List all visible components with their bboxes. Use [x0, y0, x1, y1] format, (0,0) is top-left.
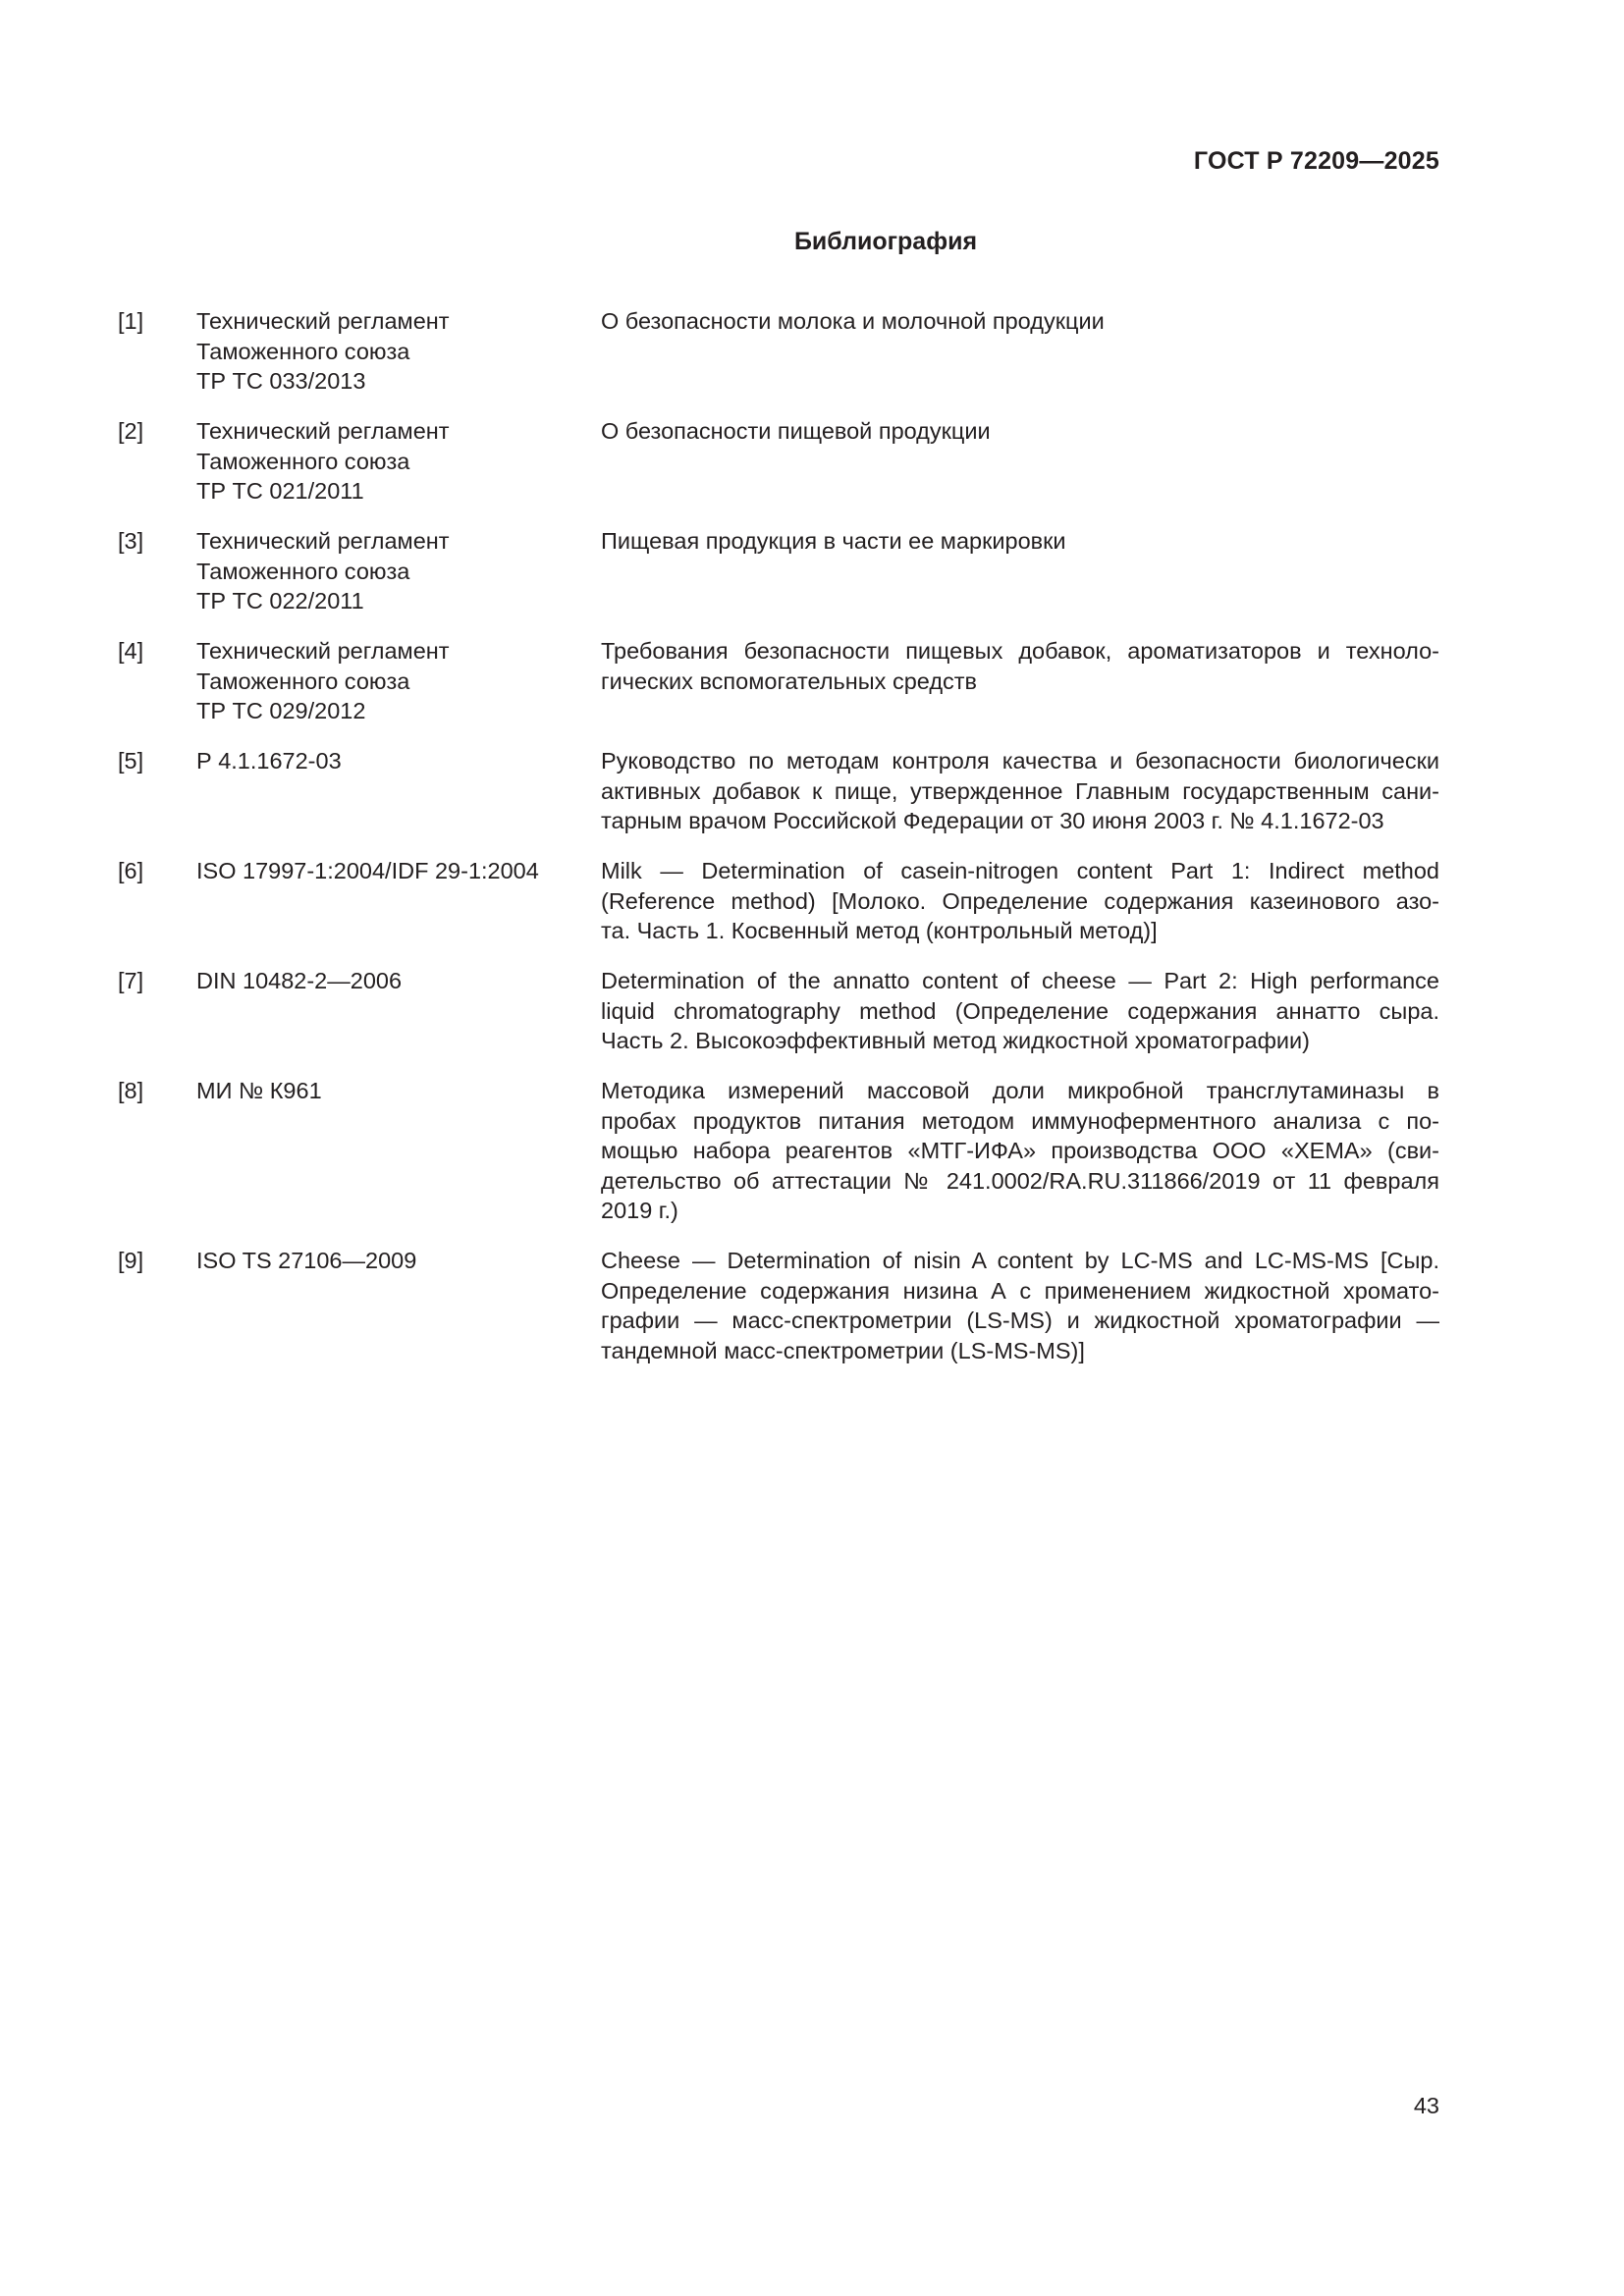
entry-reference: [196, 966, 601, 1056]
bibliography-entry: [118, 966, 1439, 1056]
standard-code: ГОСТ Р 72209—2025: [1193, 147, 1439, 175]
entry-number: [5]: [118, 748, 144, 774]
reference-line: ТР ТС 033/2013: [196, 368, 366, 394]
description-line: детельство об аттестации № 241.0002/RA.RU.311866/2019 от 11 февраля: [601, 1167, 1439, 1194]
description-line: Determination of the annatto content of cheese — Part 2: High performance: [601, 968, 1439, 993]
page-title: Библиография: [793, 228, 978, 255]
description-line: Определение содержания низина А с применением жидкостной хромато-: [601, 1277, 1439, 1304]
description-line: Cheese — Determination of nisin A content by LC-MS and LC-MS-MS [Сыр.: [601, 1248, 1439, 1273]
reference-line: ISO TS 27106—2009: [196, 1248, 417, 1273]
reference-line: ISO 17997-1:2004/IDF 29-1:2004: [196, 858, 539, 883]
description-line: Milk — Determination of casein-nitrogen content Part 1: Indirect method: [601, 858, 1439, 883]
entry-description: [601, 636, 1439, 726]
description-line: графии — масс-спектрометрии (LS-MS) и жидкостной хроматографии —: [601, 1308, 1439, 1333]
reference-line: ТР ТС 022/2011: [196, 588, 364, 614]
page-number: 43: [1413, 2093, 1439, 2118]
description-line: 2019 г.): [601, 1198, 678, 1223]
reference-line: Таможенного союза: [196, 338, 410, 364]
entry-reference: [196, 306, 601, 397]
description-line: гических вспомогательных средств: [601, 667, 978, 694]
description-line: Пищевая продукция в части ее маркировки: [601, 528, 1066, 554]
description-line: Часть 2. Высокоэффективный метод жидкостной хроматографии): [601, 1028, 1311, 1053]
entry-description: [601, 966, 1439, 1056]
reference-line: Технический регламент: [196, 638, 450, 664]
reference-line: Технический регламент: [196, 308, 450, 334]
entry-reference: [196, 526, 601, 616]
description-line: Методика измерений массовой доли микробной трансглутаминазы в: [601, 1078, 1439, 1103]
entry-description: [601, 526, 1439, 616]
description-line: liquid chromatography method (Определение содержания аннатто сыра.: [601, 997, 1439, 1024]
reference-line: Р 4.1.1672-03: [196, 748, 342, 774]
entry-number: [3]: [118, 528, 144, 554]
description-line: О безопасности молока и молочной продукции: [601, 308, 1105, 334]
bibliography-entry: [118, 1246, 1439, 1365]
description-line: мощью набора реагентов «МТГ-ИФА» производства ООО «ХЕМА» (сви-: [601, 1138, 1439, 1163]
bibliography-entry: [118, 746, 1439, 836]
entry-number: [1]: [118, 308, 144, 334]
description-line: Требования безопасности пищевых добавок, ароматизаторов и техноло-: [601, 638, 1439, 664]
entry-reference: [196, 856, 601, 946]
entry-reference: [196, 636, 601, 726]
entry-description: [601, 856, 1439, 946]
reference-line: ТР ТС 021/2011: [196, 478, 364, 504]
bibliography-list: [118, 306, 1439, 1386]
bibliography-entry: [118, 636, 1439, 726]
reference-line: Технический регламент: [196, 528, 450, 554]
reference-line: МИ № К961: [196, 1078, 322, 1103]
description-line: тандемной масс-спектрометрии (LS-MS-MS)]: [601, 1337, 1085, 1363]
description-line: Руководство по методам контроля качества и безопасности биологически: [601, 748, 1439, 774]
reference-line: Технический регламент: [196, 418, 450, 444]
bibliography-entry: [118, 306, 1439, 397]
entry-description: [601, 1246, 1439, 1365]
bibliography-entry: [118, 1076, 1439, 1226]
entry-reference: [196, 746, 601, 836]
entry-number: [7]: [118, 968, 144, 993]
entry-reference: [196, 1246, 601, 1365]
entry-number: [4]: [118, 638, 144, 664]
description-line: пробах продуктов питания методом иммуноферментного анализа с по-: [601, 1107, 1439, 1134]
description-line: та. Часть 1. Косвенный метод (контрольный метод)]: [601, 918, 1158, 943]
entry-reference: [196, 1076, 601, 1226]
entry-number: [9]: [118, 1248, 144, 1273]
reference-line: Таможенного союза: [196, 667, 410, 694]
entry-description: [601, 416, 1439, 507]
entry-number: [6]: [118, 858, 144, 883]
entry-number: [8]: [118, 1078, 144, 1103]
description-line: (Reference method) [Молоко. Определение содержания казеинового азо-: [601, 887, 1439, 914]
entry-description: [601, 746, 1439, 836]
description-line: тарным врачом Российской Федерации от 30 июня 2003 г. № 4.1.1672-03: [601, 808, 1384, 833]
bibliography-entry: [118, 416, 1439, 507]
description-line: О безопасности пищевой продукции: [601, 418, 991, 444]
reference-line: Таможенного союза: [196, 448, 410, 474]
bibliography-entry: [118, 526, 1439, 616]
reference-line: ТР ТС 029/2012: [196, 698, 366, 723]
entry-reference: [196, 416, 601, 507]
reference-line: Таможенного союза: [196, 558, 410, 584]
bibliography-entry: [118, 856, 1439, 946]
entry-number: [2]: [118, 418, 144, 444]
entry-description: [601, 1076, 1439, 1226]
reference-line: DIN 10482-2—2006: [196, 968, 403, 993]
description-line: активных добавок к пище, утвержденное Главным государственным сани-: [601, 777, 1439, 804]
entry-description: [601, 306, 1439, 397]
